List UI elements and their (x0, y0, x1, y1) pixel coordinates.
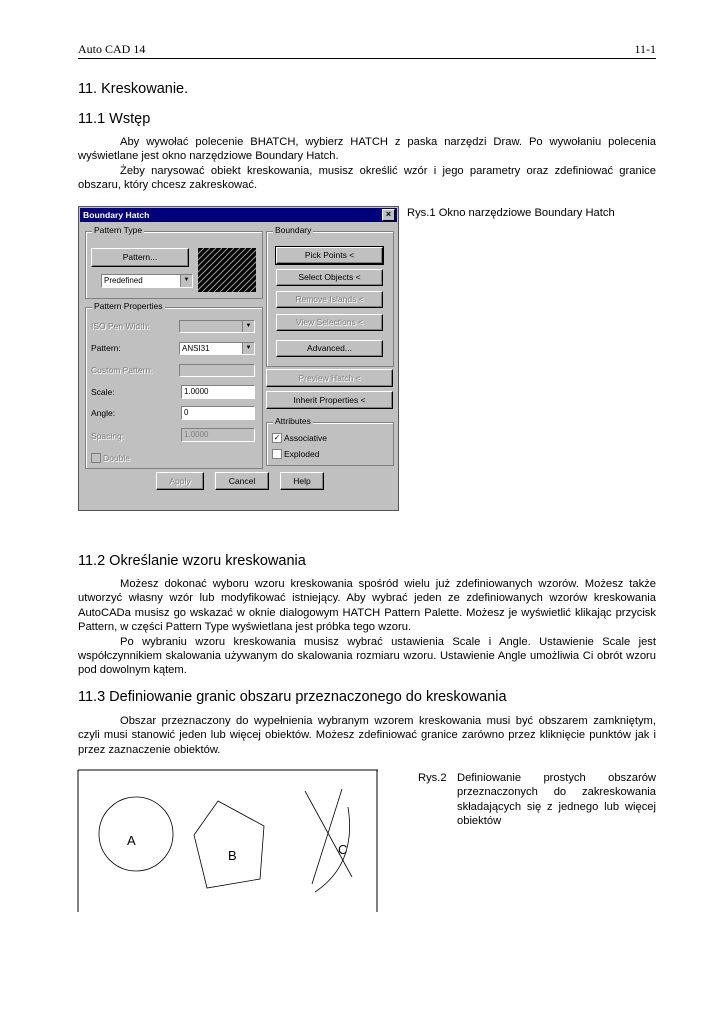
advanced-button[interactable]: Advanced... (276, 340, 383, 357)
section-11-3-title: 11.3 Definiowanie granic obszaru przeznaczonego do kreskowania (78, 689, 507, 705)
scale-label: Scale: (91, 387, 115, 397)
pentagon-shape-b (194, 801, 264, 888)
section-11-1-title: 11.1 Wstęp (78, 111, 151, 127)
label-c: C (338, 842, 348, 857)
chapter-title: 11. Kreskowanie. (78, 81, 189, 97)
dialog-title: Boundary Hatch (80, 208, 397, 222)
group-label: Pattern Properties (94, 301, 163, 311)
custom-pattern-input (179, 364, 255, 377)
scale-input[interactable]: 1.0000 (181, 385, 255, 399)
section-11-1-body (78, 135, 656, 193)
attributes-group (266, 416, 394, 466)
figure1-caption: Rys.1 Okno narzędziowe Boundary Hatch (407, 207, 615, 219)
angle-input[interactable]: 0 (181, 406, 255, 420)
double-label: Double (103, 453, 130, 463)
exploded-checkbox[interactable] (272, 449, 282, 459)
angle-label: Angle: (91, 408, 116, 418)
group-label: Boundary (275, 225, 312, 235)
pattern-select[interactable] (179, 342, 255, 355)
spacing-label: Spacing: (91, 431, 125, 441)
double-checkbox (91, 453, 101, 463)
cancel-button[interactable]: Cancel (215, 472, 269, 490)
header-page-number: 11-1 (634, 42, 656, 56)
label-b: B (228, 848, 237, 863)
custom-pattern-label: Custom Pattern: (91, 365, 153, 375)
apply-button: Apply (156, 472, 204, 490)
inherit-properties-button[interactable]: Inherit Properties < (266, 391, 393, 409)
paragraph: Po wybraniu wzoru kreskowania musisz wybrać ustawienia Scale i Angle. Ustawienie Scale jest współczynnikiem skalowania używanym do skalowania rozmiaru wzoru. Ustawienie Angle umożliwia Ci obrót wzoru pod dowolnym kątem. (78, 635, 656, 677)
chevron-down-icon[interactable]: ▼ (180, 275, 192, 287)
paragraph: Żeby narysować obiekt kreskowania, musisz określić wzór i jego parametry oraz zdefiniować granice obszaru, który chcesz zakreskować. (78, 164, 656, 192)
chevron-down-icon[interactable]: ▼ (242, 343, 254, 354)
associative-label: Associative (284, 433, 327, 443)
exploded-label: Exploded (284, 449, 320, 459)
section-11-3-body (78, 714, 656, 757)
boundary-examples-drawing (77, 769, 379, 912)
pattern-type-value: Predefined (104, 276, 143, 285)
paragraph: Obszar przeznaczony do wypełnienia wybranym wzorem kreskowania musi być obszarem zamkniętym, czyli musi stanowić jeden lub więcej obiektów. Możesz zdefiniować granice zarówno przez kliknięcie punktów jak i przez zaznaczenie obiektów. (78, 715, 656, 756)
paragraph: Aby wywołać polecenie BHATCH, wybierz HATCH z paska narzędzi Draw. Po wywołaniu polecenia wyświetlane jest okno narzędziowe Boundary Hatch. (78, 136, 656, 163)
help-button[interactable]: Help (280, 472, 324, 490)
remove-islands-button: Remove Islands < (276, 291, 383, 308)
group-label: Attributes (275, 416, 311, 426)
header-left: Auto CAD 14 (78, 42, 146, 56)
circle-shape-a (99, 797, 173, 871)
pick-points-button[interactable]: Pick Points < (276, 247, 383, 264)
select-objects-button[interactable]: Select Objects < (276, 269, 383, 286)
section-11-2-body (78, 577, 656, 678)
figure2-caption-label: Rys.2 (418, 772, 447, 784)
figure2-caption-text: Definiowanie prostych obszarów przeznaczonych do zakreskowania składających się z jednego lub więcej obiektów (457, 772, 656, 828)
paragraph: Możesz dokonać wyboru wzoru kreskowania spośród wielu już zdefiniowanych wzorów. Możesz także utworzyć własny wzór lub modyfikować istniejący. Aby wybrać jeden ze zdefiniowanych wzorów kreskowania AutoCADa musisz go wskazać w oknie dialogowym HATCH Pattern Palette. Możesz je wyświetlić klikając przycisk Pattern, w części Pattern Type wyświetlana jest próbka tego wzoru. (78, 578, 656, 634)
pattern-label: Pattern: (91, 343, 121, 353)
section-11-2-title: 11.2 Określanie wzoru kreskowania (78, 553, 306, 569)
pattern-preview-swatch (198, 248, 256, 292)
spacing-input: 1.0000 (181, 428, 255, 442)
view-selections-button: View Selections < (276, 314, 383, 331)
chevron-down-icon: ▼ (242, 321, 254, 332)
pattern-value: ANSI31 (182, 344, 210, 353)
close-icon[interactable]: × (382, 209, 395, 221)
pattern-button[interactable]: Pattern... (91, 248, 189, 267)
iso-pen-width-label: ISO Pen Width: (91, 321, 150, 331)
preview-hatch-button: Preview Hatch < (266, 369, 393, 387)
figure2-caption (418, 771, 656, 829)
iso-pen-width-select (179, 320, 255, 333)
line-c1 (305, 791, 352, 877)
boundary-hatch-dialog (78, 206, 399, 511)
pattern-type-select[interactable] (101, 274, 193, 288)
associative-checkbox[interactable]: ✓ (273, 433, 281, 442)
group-label: Pattern Type (94, 225, 143, 235)
header-rule (78, 58, 656, 59)
label-a: A (127, 833, 136, 848)
